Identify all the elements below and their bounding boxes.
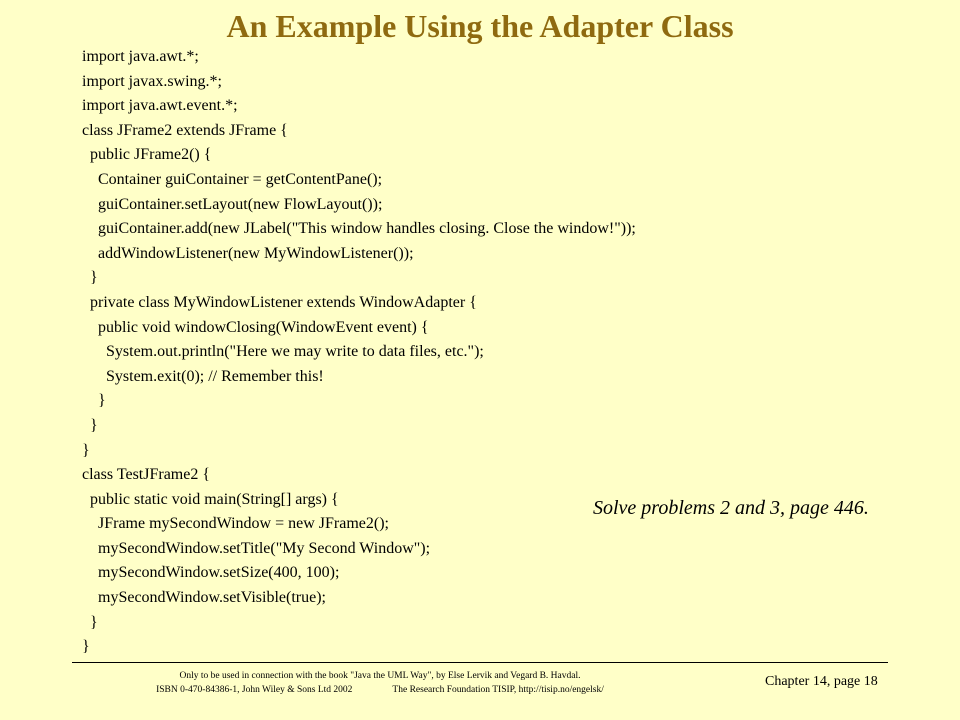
- code-line: import java.awt.event.*;: [82, 97, 238, 115]
- code-line: guiContainer.setLayout(new FlowLayout());: [82, 195, 383, 213]
- code-line: JFrame mySecondWindow = new JFrame2();: [82, 515, 389, 533]
- page-reference: Chapter 14, page 18: [765, 674, 878, 689]
- code-line: }: [82, 638, 90, 656]
- code-line: }: [82, 392, 106, 410]
- code-line: }: [82, 441, 90, 459]
- footer-publisher-link: The Research Foundation TISIP, http://tisip.no/engelsk/: [392, 685, 604, 695]
- code-line: private class MyWindowListener extends WindowAdapter {: [82, 293, 477, 311]
- code-line: Container guiContainer = getContentPane();: [82, 170, 383, 188]
- code-line: public static void main(String[] args) {: [82, 490, 339, 508]
- code-line: class JFrame2 extends JFrame {: [82, 121, 288, 139]
- code-line: }: [82, 269, 98, 287]
- code-line: import java.awt.*;: [82, 48, 199, 65]
- code-line: mySecondWindow.setVisible(true);: [82, 589, 326, 607]
- code-line: guiContainer.add(new JLabel("This window handles closing. Close the window!"));: [82, 220, 636, 238]
- code-line: System.out.println("Here we may write to data files, etc.");: [82, 343, 484, 361]
- code-listing: [82, 45, 636, 660]
- code-line: public void windowClosing(WindowEvent event) {: [82, 318, 429, 336]
- code-line: System.exit(0); // Remember this!: [82, 367, 324, 385]
- footer-isbn: ISBN 0-470-84386-1, John Wiley & Sons Ltd 2002: [156, 685, 353, 695]
- code-line: mySecondWindow.setSize(400, 100);: [82, 564, 340, 582]
- footer-credits: [0, 669, 760, 697]
- slide-title: An Example Using the Adapter Class: [226, 8, 734, 44]
- code-line: }: [82, 613, 98, 631]
- footer-credit-line-1: Only to be used in connection with the book "Java the UML Way", by Else Lervik and Vegard B. Havdal.: [179, 671, 581, 681]
- code-line: class TestJFrame2 {: [82, 466, 211, 484]
- exercise-note: Solve problems 2 and 3, page 446.: [593, 497, 869, 519]
- code-line: import javax.swing.*;: [82, 72, 222, 90]
- code-line: public JFrame2() {: [82, 146, 212, 164]
- footer-credit-line-2: [0, 683, 760, 697]
- code-line: }: [82, 416, 98, 434]
- footer-divider: [72, 662, 888, 663]
- code-line: addWindowListener(new MyWindowListener());: [82, 244, 414, 262]
- code-line: mySecondWindow.setTitle("My Second Window");: [82, 539, 431, 557]
